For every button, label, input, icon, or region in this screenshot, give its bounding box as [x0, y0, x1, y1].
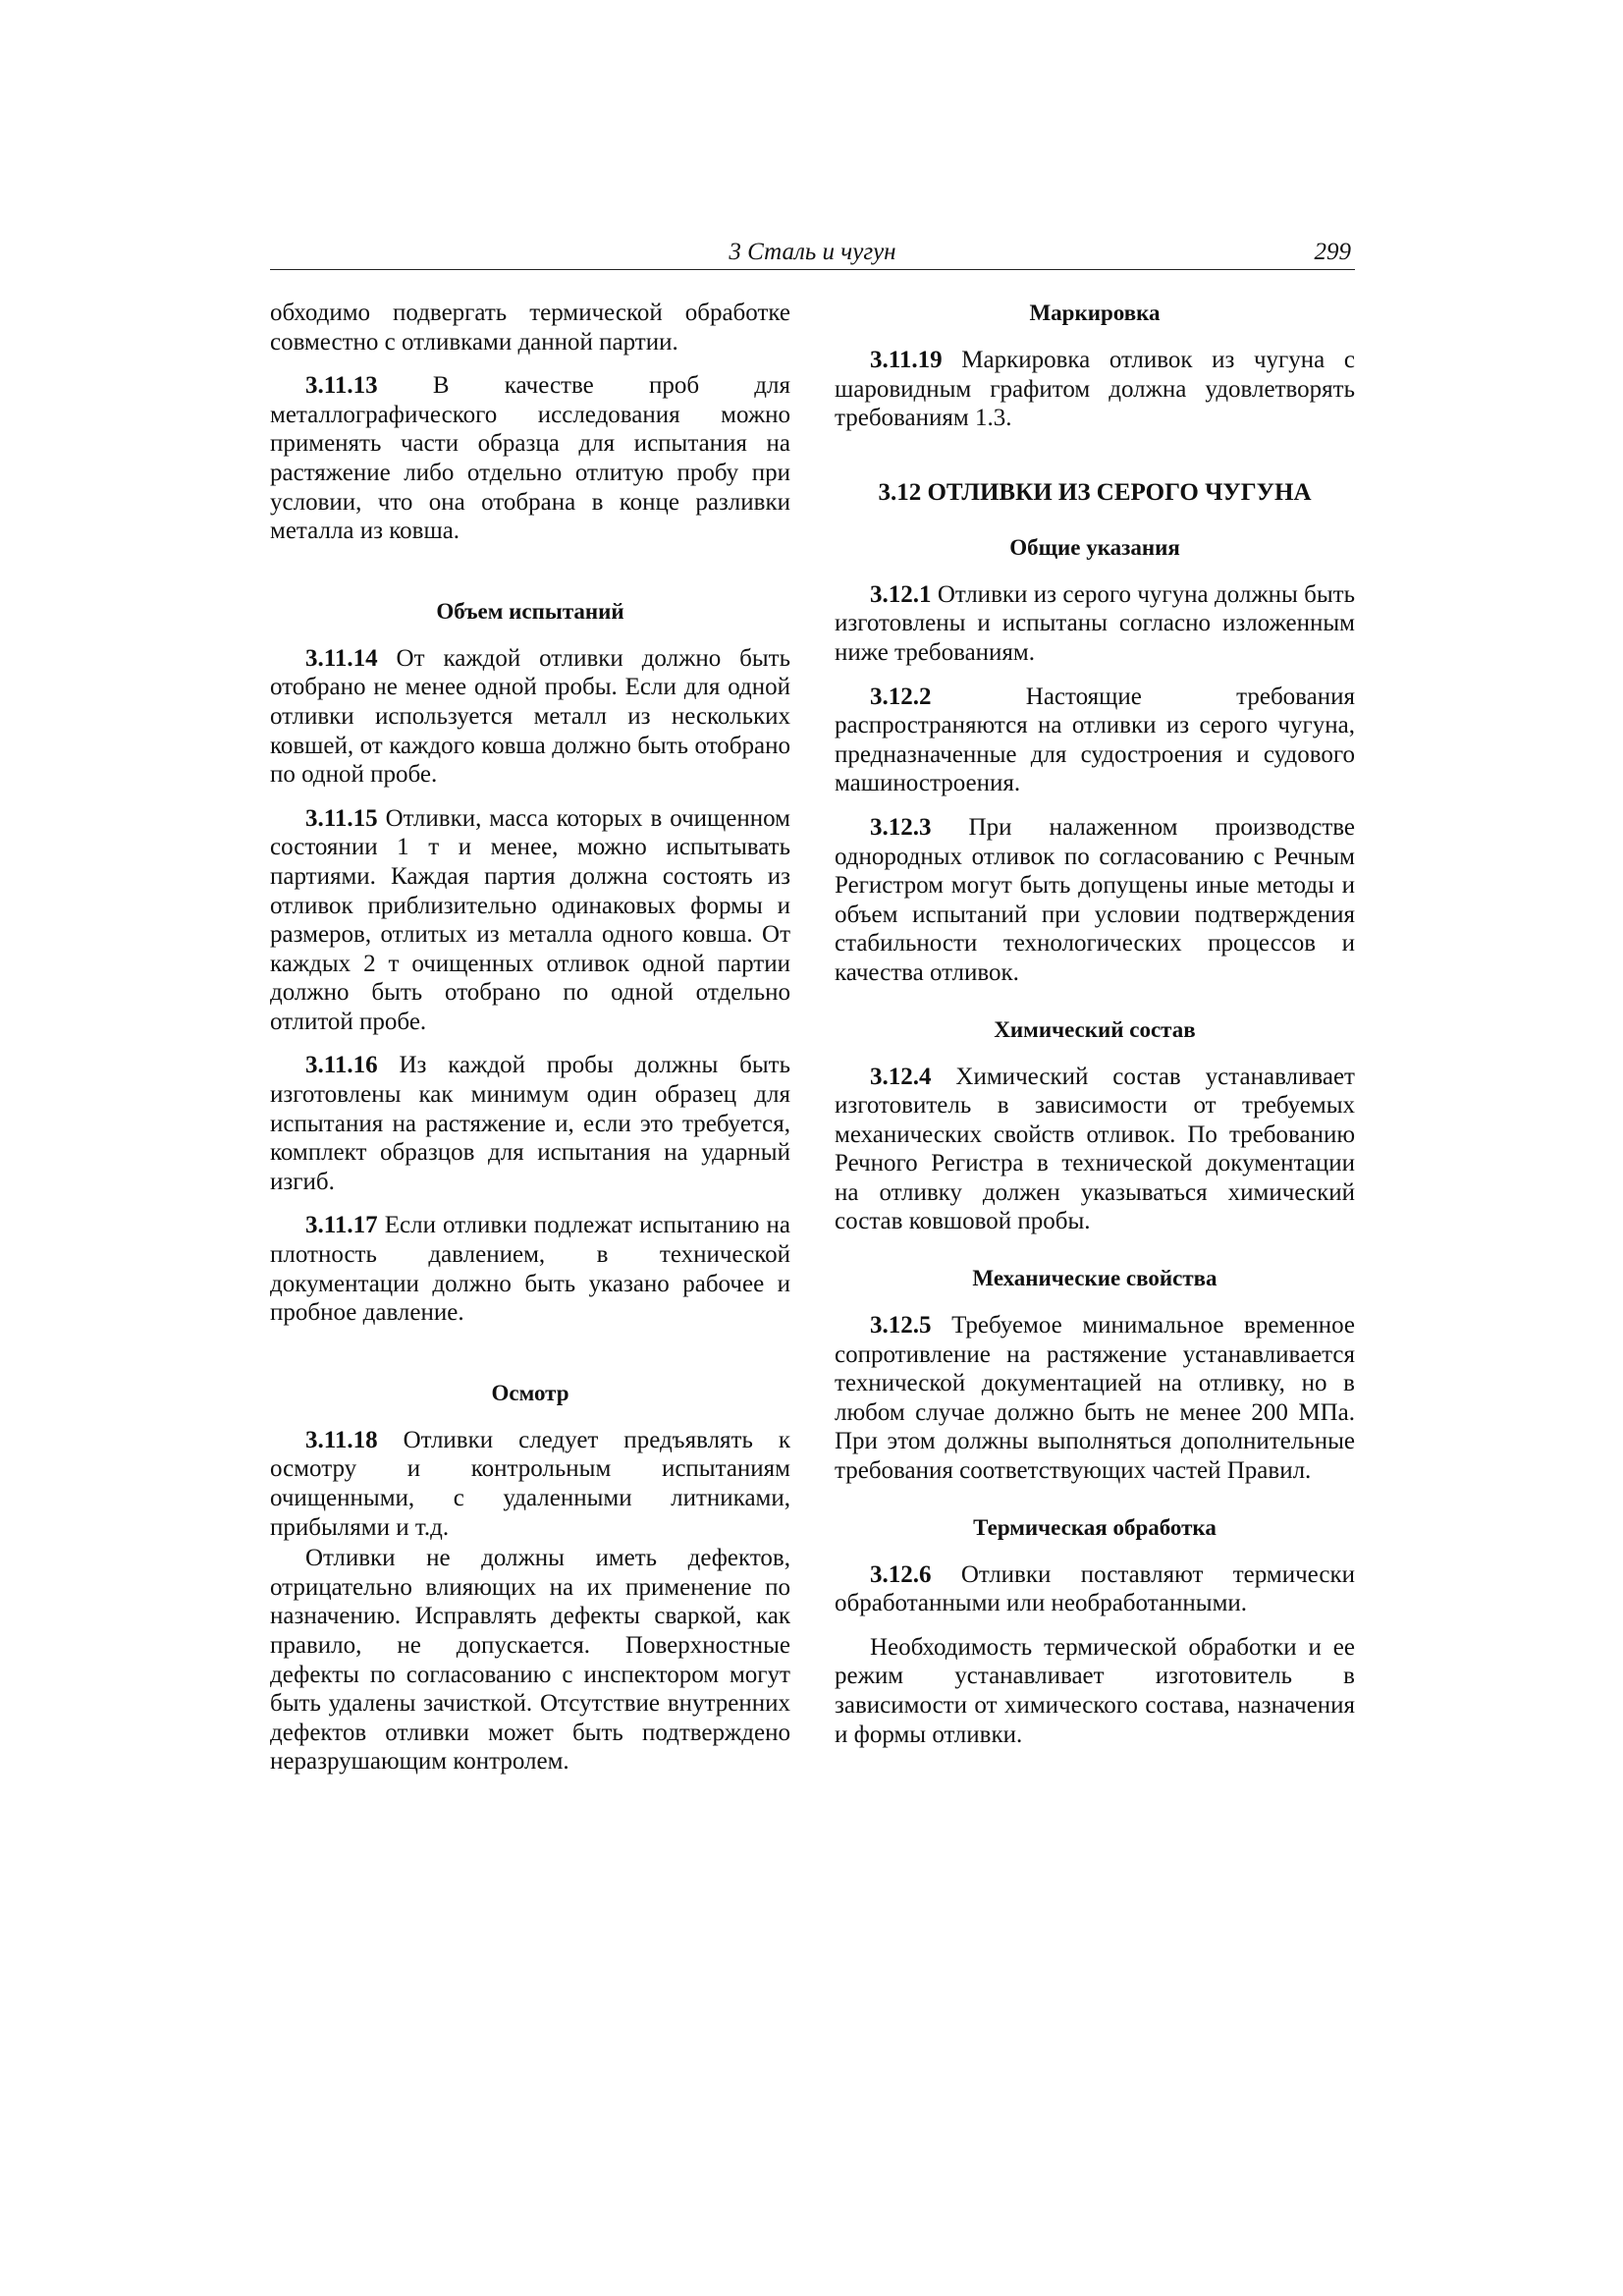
clause-number: 3.11.16 — [305, 1052, 378, 1079]
clause-text: Отливки, масса которых в очищенном состоянии 1 т и менее, можно испытывать партиями. Каждая партия должна состоять из отливок приблизительно одинаковых формы и размеров, отлитых из металла одного ковша. От каждых 2 т очищенных отливок одной партии должно быть отобрано по одной отдельно отлитой пробе. — [270, 804, 790, 1035]
clause-number: 3.11.18 — [305, 1426, 378, 1453]
clause-text: Требуемое минимальное временное сопротивление на растяжение устанавливается технической документацией на отливку, но в любом случае должно быть не менее 200 МПа. При этом должны выполняться дополнительные требования соответствующих частей Правил. — [835, 1312, 1355, 1485]
clause-number: 3.12.2 — [870, 683, 932, 710]
paragraph-heat-necessity: Необходимость термической обработки и ее режим устанавливает изготовитель в зависимости от химического состава, назначения и формы отливки. — [835, 1633, 1355, 1748]
clause-text: Отливки из серого чугуна должны быть изготовлены и испытаны согласно изложенным ниже требованиям. — [835, 580, 1355, 666]
paragraph-continuation: обходимо подвергать термической обработке совместно с отливками данной партии. — [270, 300, 790, 355]
right-column — [835, 299, 1355, 1764]
subheading-inspection: Осмотр — [491, 1380, 569, 1405]
clause-number: 3.11.19 — [870, 347, 943, 373]
clause-3-12-2 — [835, 683, 1355, 798]
clause-number: 3.12.1 — [870, 580, 932, 608]
clause-3-12-6 — [835, 1560, 1355, 1618]
clause-text: Настоящие требования распространяются на отливки из серого чугуна, предназначенные для судостроения и судового машиностроения. — [835, 683, 1355, 797]
clause-3-12-1 — [835, 580, 1355, 668]
subheading-mechanical: Механические свойства — [972, 1266, 1217, 1291]
clause-number: 3.12.6 — [870, 1560, 932, 1588]
clause-number: 3.12.3 — [870, 813, 932, 841]
running-header — [270, 236, 1355, 270]
page-number: 299 — [1314, 239, 1351, 265]
clause-number: 3.11.15 — [305, 804, 378, 832]
clause-text: Из каждой пробы должны быть изготовлены как минимум один образец для испытания на растяжение и, если это требуется, комплект образцов для испытания на ударный изгиб. — [270, 1052, 790, 1195]
clause-number: 3.11.13 — [305, 372, 378, 400]
clause-3-11-19 — [835, 346, 1355, 433]
clause-3-11-18 — [270, 1426, 790, 1542]
clause-3-11-15 — [270, 804, 790, 1037]
clause-text: От каждой отливки должно быть отобрано не менее одной пробы. Если для одной отливки используется металл из нескольких ковшей, от каждого ковша должно быть отобрано по одной пробе. — [270, 644, 790, 789]
clause-text: Химический состав устанавливает изготовитель в зависимости от требуемых механических свойств отливок. По требованию Речного Регистра в технической документации на отливку должен указываться химический состав ковшовой пробы. — [835, 1063, 1355, 1235]
clause-number: 3.11.14 — [305, 644, 378, 672]
chapter-title: 3.12 ОТЛИВКИ ИЗ СЕРОГО ЧУГУНА — [878, 478, 1312, 506]
subheading-volume: Объем испытаний — [436, 598, 624, 624]
clause-number: 3.12.5 — [870, 1312, 932, 1339]
clause-3-12-4 — [835, 1063, 1355, 1237]
clause-text: При налаженном производстве однородных отливок по согласованию с Речным Регистром могут быть допущены иные методы и объем испытаний при условии подтверждения стабильности технологических процессов и качества отливок. — [835, 813, 1355, 986]
clause-3-11-13 — [270, 371, 790, 546]
clause-text: Отливки поставляют термически обработанными или необработанными. — [835, 1560, 1355, 1617]
header-section-title: 3 Сталь и чугун — [729, 239, 896, 265]
subheading-general: Общие указания — [1009, 534, 1180, 560]
paragraph-defects: Отливки не должны иметь дефектов, отрицательно влияющих на их применение по назначению. Исправлять дефекты сваркой, как правило, не допускается. Поверхностные дефекты по согласованию с инспектором могут быть удалены зачисткой. Отсутствие внутренних дефектов отливки может быть подтверждено неразрушающим контролем. — [270, 1545, 790, 1776]
clause-number: 3.11.17 — [305, 1212, 378, 1239]
subheading-chemical: Химический состав — [994, 1016, 1196, 1042]
clause-text: Если отливки подлежат испытанию на плотность давлением, в технической документации должно быть указано рабочее и пробное давление. — [270, 1212, 790, 1327]
clause-3-11-17 — [270, 1211, 790, 1327]
clause-3-12-5 — [835, 1311, 1355, 1486]
clause-text: В качестве проб для металлографического исследования можно применять части образца для испытания на растяжение либо отдельно отлитую пробу при условии, что она отобрана в конце разливки металла из ковша. — [270, 372, 790, 545]
clause-number: 3.12.4 — [870, 1063, 932, 1090]
clause-text: Маркировка отливок из чугуна с шаровидным графитом должна удовлетворять требованиям 1.3. — [835, 347, 1355, 432]
clause-3-11-16 — [270, 1051, 790, 1196]
left-column — [270, 299, 790, 1791]
subheading-heat-treatment: Термическая обработка — [973, 1514, 1217, 1540]
clause-text: Отливки следует предъявлять к осмотру и контрольным испытаниям очищенными, с удаленными литниками, прибылями и т.д. — [270, 1426, 790, 1541]
subheading-marking: Маркировка — [1029, 301, 1161, 325]
clause-3-11-14 — [270, 644, 790, 790]
clause-3-12-3 — [835, 813, 1355, 988]
